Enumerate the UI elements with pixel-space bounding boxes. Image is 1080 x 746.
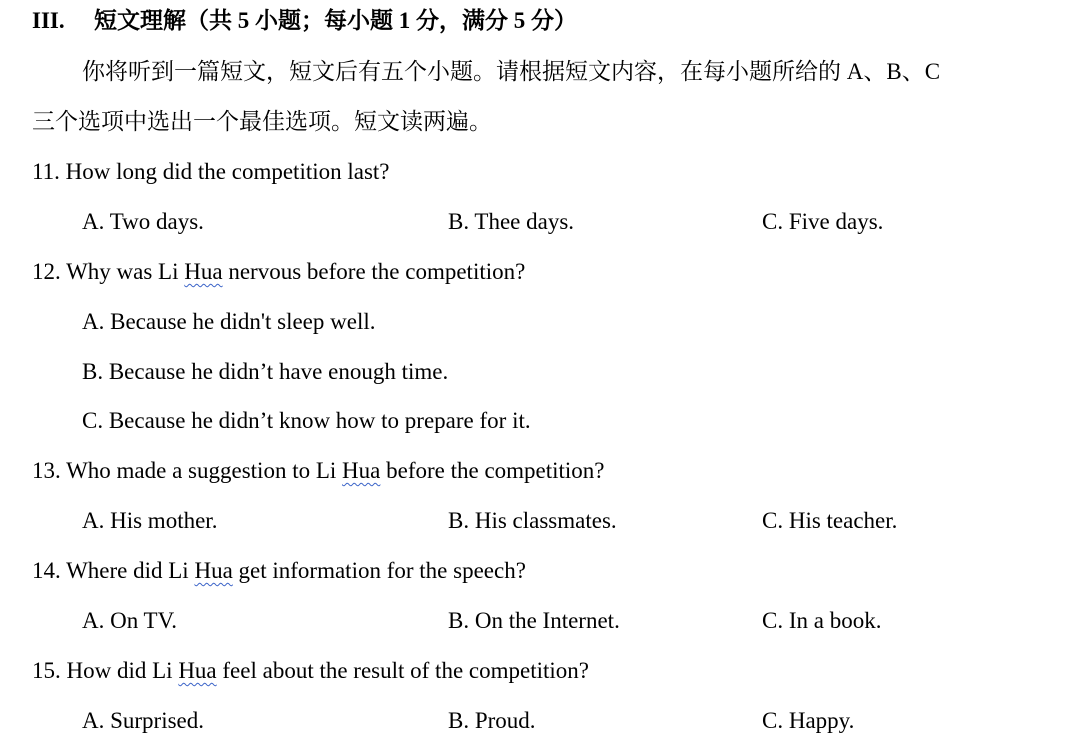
instructions-line-1: 你将听到一篇短文，短文后有五个小题。请根据短文内容，在每小题所给的 A、B、C bbox=[82, 59, 941, 84]
question-text-start: 14. Where did Li bbox=[32, 558, 195, 583]
option-a: A. Surprised. bbox=[82, 708, 205, 733]
question-text: 11. How long did the competition last? bbox=[32, 159, 390, 184]
instructions-line-2: 三个选项中选出一个最佳选项。短文读两遍。 bbox=[32, 109, 492, 134]
option-b: B. On the Internet. bbox=[448, 608, 620, 633]
question-12-option-c: C. Because he didn’t know how to prepare for it. bbox=[82, 408, 531, 433]
proper-name-underlined: Hua bbox=[178, 658, 217, 683]
question-12 bbox=[32, 257, 1068, 287]
question-text-end: before the competition? bbox=[380, 458, 605, 483]
proper-name-underlined: Hua bbox=[194, 558, 233, 583]
option-c: C. Happy. bbox=[762, 708, 855, 733]
question-14 bbox=[32, 556, 1068, 586]
question-14-options bbox=[0, 606, 1080, 636]
question-13-options bbox=[0, 506, 1080, 536]
option-a: A. Two days. bbox=[82, 209, 204, 234]
question-text-start: 13. Who made a suggestion to Li bbox=[32, 458, 343, 483]
section-heading bbox=[32, 6, 1068, 36]
question-text-end: feel about the result of the competition? bbox=[216, 658, 589, 683]
question-text-start: 15. How did Li bbox=[32, 658, 179, 683]
question-15 bbox=[32, 656, 1068, 686]
question-12-option-b: B. Because he didn’t have enough time. bbox=[82, 359, 449, 384]
question-13 bbox=[32, 456, 1068, 486]
question-11-options bbox=[0, 207, 1080, 237]
option-b: B. Proud. bbox=[448, 708, 536, 733]
question-11 bbox=[32, 157, 1068, 187]
option-a: A. His mother. bbox=[82, 508, 218, 533]
section-number: III. bbox=[32, 8, 65, 33]
option-c: C. In a book. bbox=[762, 608, 882, 633]
question-15-options bbox=[0, 706, 1080, 736]
question-12-option-a: A. Because he didn't sleep well. bbox=[82, 309, 376, 334]
proper-name-underlined: Hua bbox=[184, 259, 223, 284]
option-b: B. His classmates. bbox=[448, 508, 617, 533]
option-b: B. Thee days. bbox=[448, 209, 575, 234]
question-text-start: 12. Why was Li bbox=[32, 259, 185, 284]
section-title: 短文理解（共 5 小题；每小题 1 分，满分 5 分） bbox=[94, 8, 577, 33]
option-c: C. His teacher. bbox=[762, 508, 898, 533]
question-text-end: nervous before the competition? bbox=[222, 259, 526, 284]
option-a: A. On TV. bbox=[82, 608, 177, 633]
option-c: C. Five days. bbox=[762, 209, 884, 234]
question-text-end: get information for the speech? bbox=[232, 558, 526, 583]
proper-name-underlined: Hua bbox=[342, 458, 381, 483]
